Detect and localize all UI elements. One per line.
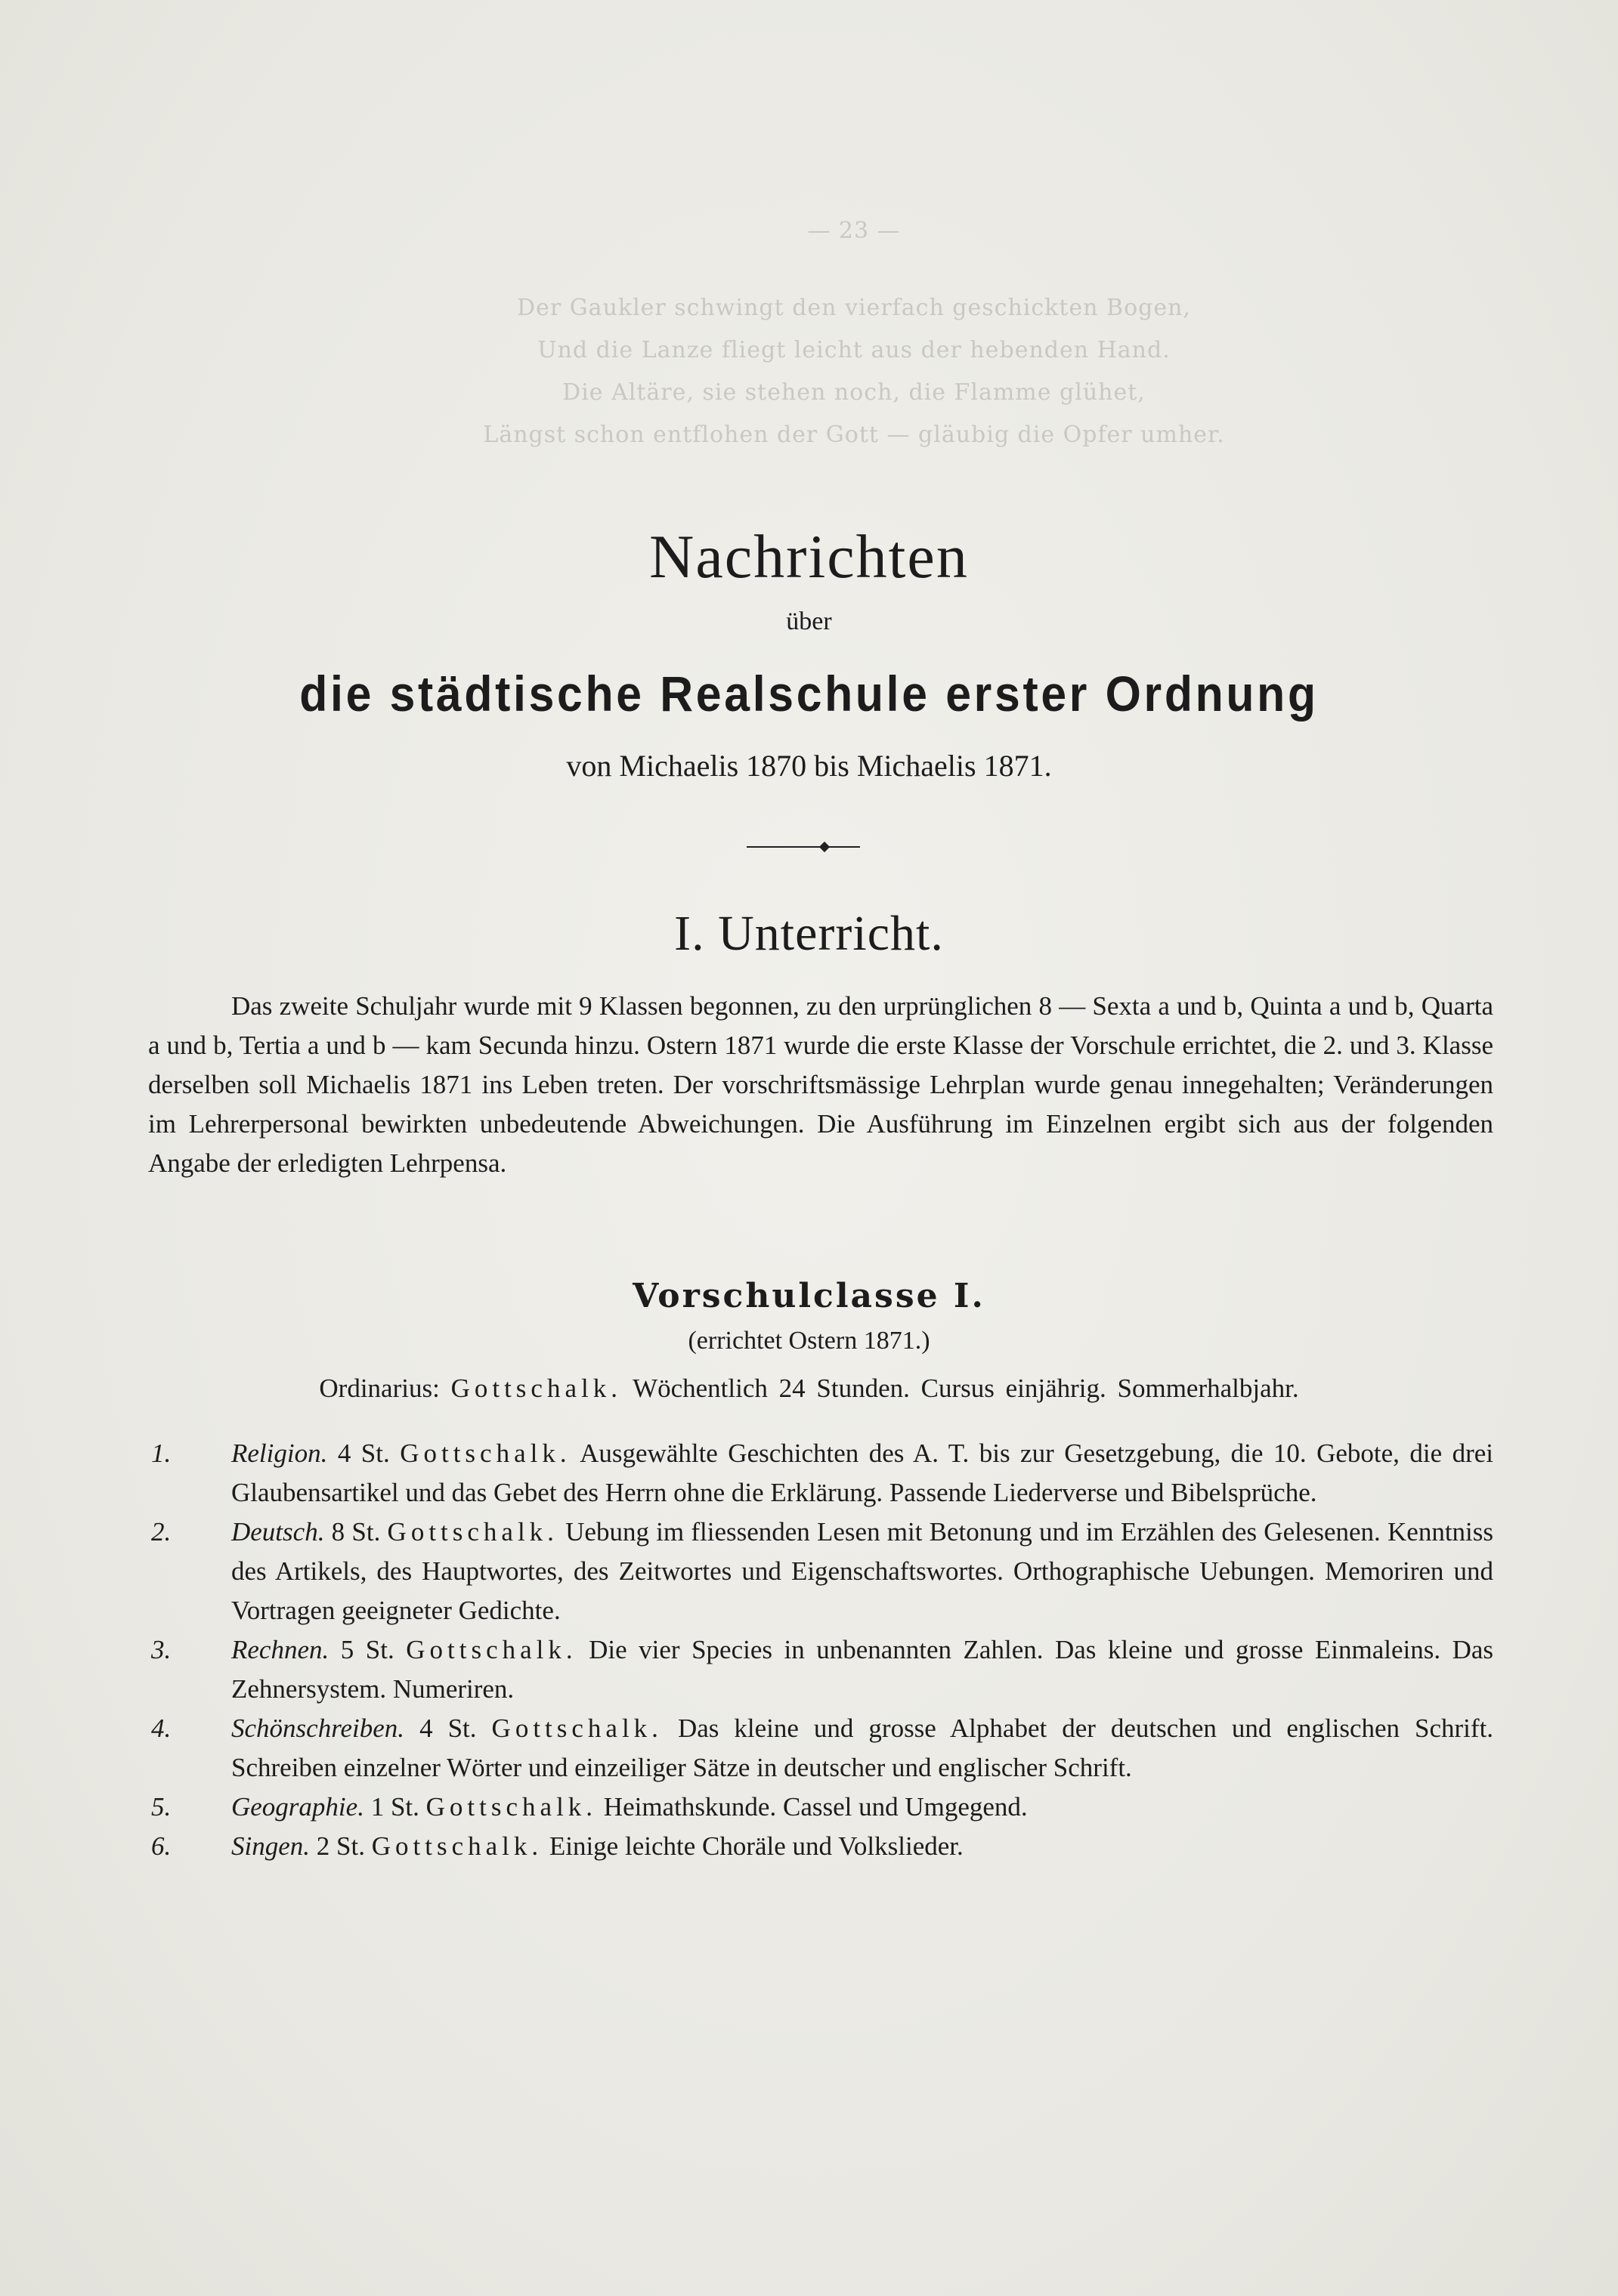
bleed-line: Längst schon entflohen der Gott — gläubig die Opfer umher. xyxy=(483,422,1225,448)
ordinarius-label: Ordinarius: xyxy=(319,1374,440,1403)
ornamental-divider xyxy=(747,846,860,848)
subject-teacher: Gottschalk. xyxy=(371,1831,543,1861)
bleed-line: Der Gaukler schwingt den vierfach geschickten Bogen, xyxy=(517,295,1191,321)
bleed-line: Und die Lanze fliegt leicht aus der hebenden Hand. xyxy=(537,337,1171,363)
subject-number: 4. xyxy=(151,1714,172,1743)
subject-item xyxy=(148,1513,1493,1630)
subject-name: Religion. xyxy=(231,1438,328,1468)
ordinarius-line xyxy=(0,1374,1618,1404)
intro-paragraph: Das zweite Schuljahr wurde mit 9 Klassen begonnen, zu den urprünglichen 8 — Sexta a und b, Quinta a und b, Quarta a und b, Tertia a und b — kam Secunda hinzu. Ostern 1871 wurde die erste Klasse der Vorschule errichtet, die 2. und 3. Klasse derselben soll Michaelis 1871 ins Leben treten. Der vorschriftsmässige Lehrplan wurde genau innegehalten; Veränderungen im Lehrerpersonal bewirkten unbedeutende Abweichungen. Die Ausführung im Einzelnen ergibt sich aus der folgenden Angabe der erledigten Lehrpensa. xyxy=(148,991,1493,1178)
ordinarius-details: Wöchentlich 24 Stunden. Cursus einjährig. Sommerhalbjahr. xyxy=(633,1374,1299,1403)
subject-hours: 1 St. xyxy=(370,1792,419,1822)
subject-item xyxy=(148,1788,1493,1827)
subject-text: Einige leichte Choräle und Volkslieder. xyxy=(549,1831,964,1861)
report-period: von Michaelis 1870 bis Michaelis 1871. xyxy=(566,749,1052,783)
bleed-page-number: — 23 — xyxy=(807,218,901,244)
subject-text: Das kleine und grosse Alphabet der deutschen und englischen Schrift. Schreiben einzelner Wörter und einzeiliger Sätze in deutscher und englischer Schrift. xyxy=(231,1714,1494,1782)
subject-number: 5. xyxy=(151,1792,172,1822)
subject-name: Rechnen. xyxy=(231,1635,329,1664)
subject-name: Singen. xyxy=(231,1831,311,1861)
subject-text: Die vier Species in unbenannten Zahlen. Das kleine und grosse Einmaleins. Das Zehnersystem. Numeriren. xyxy=(231,1635,1494,1704)
title-connector: über xyxy=(786,607,832,635)
section-heading: I. Unterricht. xyxy=(674,906,944,961)
subject-hours: 2 St. xyxy=(316,1831,365,1861)
subject-name: Schönschreiben. xyxy=(231,1714,405,1743)
subject-text: Heimathskunde. Cassel und Umgegend. xyxy=(603,1792,1028,1822)
subject-teacher: Gottschalk. xyxy=(387,1517,558,1547)
ordinarius-name: Gottschalk. xyxy=(450,1374,622,1403)
subject-hours: 8 St. xyxy=(331,1517,381,1547)
subject-list xyxy=(148,1434,1493,1866)
class-note: (errichtet Ostern 1871.) xyxy=(688,1327,930,1355)
subject-hours: 4 St. xyxy=(337,1438,390,1468)
page-title: Nachrichten xyxy=(649,522,969,591)
class-heading: Vorschulclasse I. xyxy=(633,1277,985,1315)
bleed-line: Die Altäre, sie stehen noch, die Flamme glühet, xyxy=(562,379,1146,406)
subject-number: 3. xyxy=(151,1635,172,1664)
subject-number: 6. xyxy=(151,1831,172,1861)
subject-teacher: Gottschalk. xyxy=(491,1714,663,1743)
divider-ornament xyxy=(819,842,830,852)
subject-teacher: Gottschalk. xyxy=(406,1635,577,1664)
subject-hours: 5 St. xyxy=(340,1635,394,1664)
subject-teacher: Gottschalk. xyxy=(425,1792,598,1822)
subject-item xyxy=(148,1630,1493,1709)
subject-text: Ausgewählte Geschichten des A. T. bis zur Gesetzgebung, die 10. Gebote, die drei Glaubensartikel und das Gebet des Herrn ohne die Erklärung. Passende Liederverse und Bibelsprüche. xyxy=(231,1438,1494,1507)
subject-item xyxy=(148,1827,1493,1866)
subject-text: Uebung im fliessenden Lesen mit Betonung und im Erzählen des Gelesenen. Kenntniss des Artikels, des Hauptwortes, des Zeitwortes und Eigenschaftswortes. Orthographische Uebungen. Memoriren und Vortragen geeigneter Gedichte. xyxy=(231,1517,1494,1625)
subject-teacher: Gottschalk. xyxy=(400,1438,571,1468)
subject-item xyxy=(148,1709,1493,1788)
subject-item xyxy=(148,1434,1493,1513)
subject-name: Deutsch. xyxy=(231,1517,325,1547)
school-name: die städtische Realschule erster Ordnung xyxy=(299,666,1319,722)
subject-hours: 4 St. xyxy=(419,1714,477,1743)
subject-name: Geographie. xyxy=(231,1792,364,1822)
subject-number: 1. xyxy=(151,1438,172,1468)
subject-number: 2. xyxy=(151,1517,172,1547)
